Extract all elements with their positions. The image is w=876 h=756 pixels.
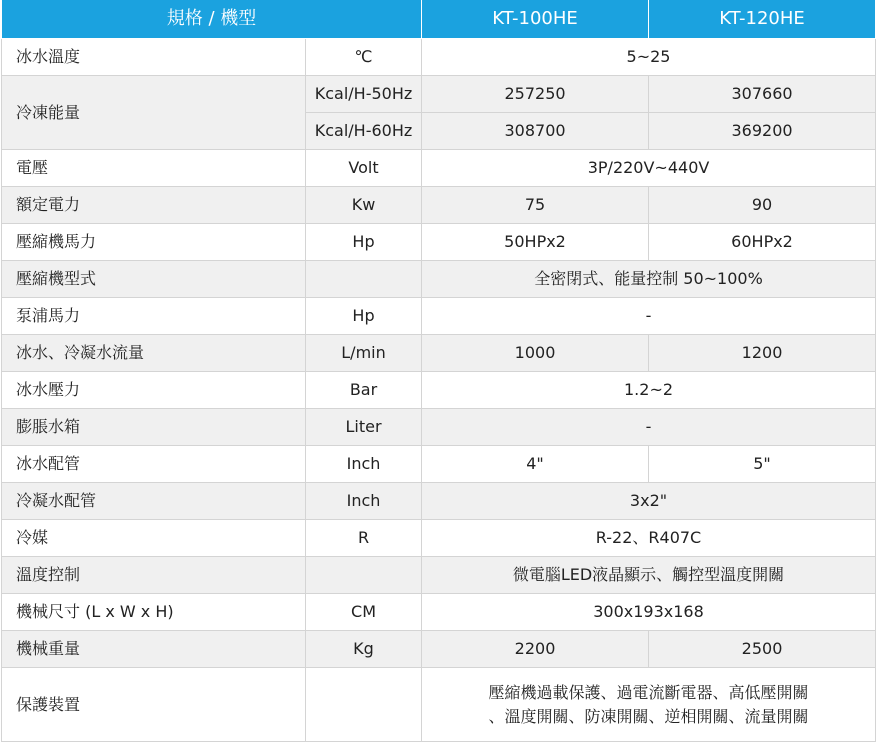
row-value: 300x193x168: [422, 594, 876, 631]
row-unit: [306, 557, 422, 594]
model-kt120he-header: KT-120HE: [649, 0, 876, 39]
row-value: 1.2~2: [422, 372, 876, 409]
row-value: -: [422, 298, 876, 335]
row-value: 3x2": [422, 483, 876, 520]
row-value-model-2: 2500: [649, 631, 876, 668]
row-value: -: [422, 409, 876, 446]
table-row: [2, 409, 876, 446]
row-value-model-1: 308700: [422, 113, 649, 150]
row-unit: R: [306, 520, 422, 557]
row-unit: Kcal/H-60Hz: [306, 113, 422, 150]
table-row: [2, 372, 876, 409]
row-unit: Hp: [306, 224, 422, 261]
row-unit: L/min: [306, 335, 422, 372]
row-unit: Volt: [306, 150, 422, 187]
table-row: [2, 520, 876, 557]
table-row: [2, 483, 876, 520]
row-value-model-1: 75: [422, 187, 649, 224]
spec-table: [1, 0, 876, 742]
row-unit: [306, 261, 422, 298]
header-row: [2, 0, 876, 39]
row-label: 冰水、冷凝水流量: [2, 335, 306, 372]
table-row: [2, 39, 876, 76]
row-label: 機械重量: [2, 631, 306, 668]
row-unit: Kcal/H-50Hz: [306, 76, 422, 113]
row-value-model-2: 5": [649, 446, 876, 483]
table-row: [2, 298, 876, 335]
row-value-model-2: 60HPx2: [649, 224, 876, 261]
row-value-model-2: 90: [649, 187, 876, 224]
row-label: 電壓: [2, 150, 306, 187]
row-value-model-1: 257250: [422, 76, 649, 113]
spec-model-header: 規格 / 機型: [2, 0, 422, 39]
row-label: 冰水配管: [2, 446, 306, 483]
row-value: 5~25: [422, 39, 876, 76]
row-unit: Liter: [306, 409, 422, 446]
protection-line-2: 、溫度開關、防凍開關、逆相開關、流量開關: [488, 706, 809, 726]
table-row: [2, 224, 876, 261]
table-row: [2, 335, 876, 372]
row-label: 壓縮機型式: [2, 261, 306, 298]
row-unit: CM: [306, 594, 422, 631]
row-value: R-22、R407C: [422, 520, 876, 557]
row-unit: Hp: [306, 298, 422, 335]
row-label: 冷凍能量: [2, 76, 306, 150]
row-value: 微電腦LED液晶顯示、觸控型溫度開關: [422, 557, 876, 594]
row-unit: Kg: [306, 631, 422, 668]
table-row: [2, 76, 876, 113]
row-label: 額定電力: [2, 187, 306, 224]
table-row: [2, 446, 876, 483]
row-unit: Inch: [306, 446, 422, 483]
protection-line-1: 壓縮機過載保護、過電流斷電器、高低壓開關: [488, 682, 809, 702]
row-label: 膨脹水箱: [2, 409, 306, 446]
row-value: 全密閉式、能量控制 50~100%: [422, 261, 876, 298]
row-label: 冰水溫度: [2, 39, 306, 76]
row-value-model-1: 50HPx2: [422, 224, 649, 261]
model-kt100he-header: KT-100HE: [422, 0, 649, 39]
row-unit: [306, 668, 422, 742]
row-label: 泵浦馬力: [2, 298, 306, 335]
table-row: [2, 631, 876, 668]
table-row: [2, 187, 876, 224]
row-label: 溫度控制: [2, 557, 306, 594]
row-unit: ℃: [306, 39, 422, 76]
row-value-model-1: 4": [422, 446, 649, 483]
table-row: [2, 150, 876, 187]
row-label: 機械尺寸 (L x W x H): [2, 594, 306, 631]
row-value-model-2: 307660: [649, 76, 876, 113]
row-unit: Inch: [306, 483, 422, 520]
row-label: 冷凝水配管: [2, 483, 306, 520]
table-row: [2, 668, 876, 742]
row-label: 冰水壓力: [2, 372, 306, 409]
row-value-model-2: 369200: [649, 113, 876, 150]
row-value-model-1: 1000: [422, 335, 649, 372]
row-label: 冷媒: [2, 520, 306, 557]
row-label: 保護裝置: [2, 668, 306, 742]
row-unit: Bar: [306, 372, 422, 409]
table-row: [2, 594, 876, 631]
table-row: [2, 261, 876, 298]
row-value-model-1: 2200: [422, 631, 649, 668]
row-value: [422, 668, 876, 742]
row-unit: Kw: [306, 187, 422, 224]
table-row: [2, 557, 876, 594]
row-value-model-2: 1200: [649, 335, 876, 372]
row-label: 壓縮機馬力: [2, 224, 306, 261]
row-value: 3P/220V~440V: [422, 150, 876, 187]
